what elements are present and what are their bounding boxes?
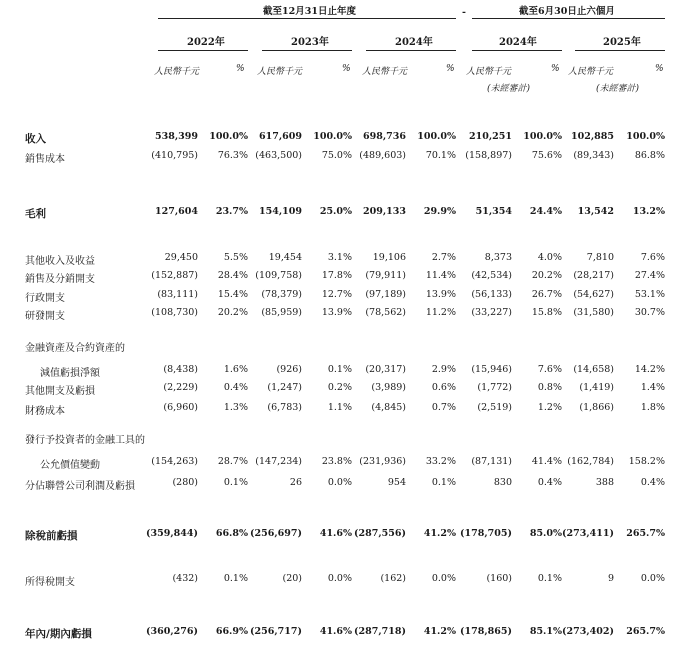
cell-cost-of-sales-2023-pct: 75.0%: [321, 150, 352, 161]
cell-selling-distribution-2025h1-pct: 27.4%: [634, 270, 665, 281]
cell-rnd-2022-pct: 20.2%: [217, 307, 248, 318]
cell-loss-before-tax-2024-amount: (287,556): [354, 528, 406, 539]
year-label-2024: 2024年: [395, 37, 433, 48]
cell-selling-distribution-2023-amount: (109,758): [255, 270, 302, 281]
row-label-fair-value-header: 發行予投資者的金融工具的: [25, 435, 145, 446]
row-label-impairment-header: 金融資產及合約資產的: [25, 343, 125, 354]
row-label-loss-before-tax: 除稅前虧損: [25, 530, 78, 542]
unit-rmb-2024: 人民幣千元: [362, 67, 408, 77]
cell-rnd-2022-amount: (108,730): [151, 307, 198, 318]
cell-loss-for-period-2024h1-amount: (178,865): [460, 626, 512, 637]
cell-share-of-associates-2025h1-pct: 0.4%: [640, 477, 665, 488]
cell-cost-of-sales-2022-pct: 76.3%: [217, 150, 248, 161]
cell-income-tax-2025h1-pct: 0.0%: [640, 573, 665, 584]
cell-administrative-2024h1-pct: 26.7%: [531, 289, 562, 300]
unit-pct-2024: %: [446, 64, 455, 74]
cell-cost-of-sales-2022-amount: (410,795): [151, 150, 198, 161]
group-title-six-months: 截至6月30日止六個月: [519, 6, 615, 17]
cell-other-expenses-2024h1-pct: 0.8%: [537, 382, 562, 393]
cell-fair-value-change-2025h1-pct: 158.2%: [628, 456, 665, 467]
cell-gross-profit-2024-pct: 29.9%: [423, 206, 456, 217]
cell-loss-for-period-2024h1-pct: 85.1%: [529, 626, 562, 637]
cell-cost-of-sales-2023-amount: (463,500): [255, 150, 302, 161]
cell-impairment-net-2022-amount: (8,438): [163, 364, 198, 375]
cell-impairment-net-2023-amount: (926): [276, 364, 302, 375]
cell-income-tax-2023-amount: (20): [282, 573, 302, 584]
cell-selling-distribution-2024h1-amount: (42,534): [471, 270, 512, 281]
cell-finance-costs-2025h1-pct: 1.8%: [640, 402, 665, 413]
header-dash: -: [462, 7, 466, 18]
cell-other-expenses-2024-pct: 0.6%: [431, 382, 456, 393]
cell-finance-costs-2022-pct: 1.3%: [223, 402, 248, 413]
cell-fair-value-change-2022-amount: (154,263): [151, 456, 198, 467]
cell-share-of-associates-2024h1-pct: 0.4%: [537, 477, 562, 488]
cell-loss-for-period-2024-amount: (287,718): [354, 626, 406, 637]
cell-other-income-2024h1-pct: 4.0%: [537, 252, 562, 263]
cell-other-expenses-2024-amount: (3,989): [371, 382, 406, 393]
unit-pct-2022: %: [236, 64, 245, 74]
cell-loss-for-period-2025h1-pct: 265.7%: [626, 626, 665, 637]
cell-revenue-2023-amount: 617,609: [259, 131, 302, 142]
cell-share-of-associates-2024h1-amount: 830: [493, 477, 512, 488]
row-label-gross-profit: 毛利: [25, 208, 46, 220]
cell-selling-distribution-2022-pct: 28.4%: [217, 270, 248, 281]
cell-rnd-2025h1-amount: (31,580): [573, 307, 614, 318]
row-label-rnd: 研發開支: [25, 311, 65, 322]
cell-income-tax-2024-pct: 0.0%: [431, 573, 456, 584]
cell-share-of-associates-2024-amount: 954: [387, 477, 406, 488]
cell-finance-costs-2023-amount: (6,783): [267, 402, 302, 413]
cell-gross-profit-2024h1-amount: 51,354: [475, 206, 512, 217]
cell-loss-before-tax-2024h1-amount: (178,705): [460, 528, 512, 539]
cell-rnd-2024h1-amount: (33,227): [471, 307, 512, 318]
row-label-administrative: 行政開支: [25, 293, 65, 304]
year-rule-2024-h1: [472, 50, 562, 51]
cell-fair-value-change-2024-pct: 33.2%: [425, 456, 456, 467]
cell-cost-of-sales-2024-pct: 70.1%: [425, 150, 456, 161]
cell-other-income-2024-amount: 19,106: [372, 252, 406, 263]
year-label-2022: 2022年: [187, 37, 225, 48]
group-rule-six-months: [472, 18, 665, 19]
unit-rmb-2025-h1: 人民幣千元: [568, 67, 614, 77]
cell-other-expenses-2023-amount: (1,247): [267, 382, 302, 393]
cell-income-tax-2024-amount: (162): [380, 573, 406, 584]
cell-fair-value-change-2024h1-amount: (87,131): [471, 456, 512, 467]
cell-other-income-2022-pct: 5.5%: [223, 252, 248, 263]
cell-administrative-2025h1-amount: (54,627): [573, 289, 614, 300]
cell-rnd-2023-amount: (85,959): [261, 307, 302, 318]
cell-other-income-2024h1-amount: 8,373: [484, 252, 512, 263]
cell-cost-of-sales-2024h1-amount: (158,897): [465, 150, 512, 161]
cell-rnd-2024-pct: 11.2%: [425, 307, 456, 318]
cell-administrative-2023-amount: (78,379): [261, 289, 302, 300]
cell-finance-costs-2022-amount: (6,960): [163, 402, 198, 413]
cell-rnd-2025h1-pct: 30.7%: [634, 307, 665, 318]
row-label-share-of-associates: 分佔聯營公司利潤及虧損: [25, 481, 135, 492]
row-label-selling-distribution: 銷售及分銷開支: [25, 274, 95, 285]
cell-share-of-associates-2023-amount: 26: [289, 477, 302, 488]
row-label-revenue: 收入: [25, 133, 46, 145]
cell-finance-costs-2024h1-pct: 1.2%: [537, 402, 562, 413]
cell-administrative-2024h1-amount: (56,133): [471, 289, 512, 300]
cell-rnd-2023-pct: 13.9%: [321, 307, 352, 318]
cell-loss-before-tax-2025h1-amount: (273,411): [562, 528, 614, 539]
cell-cost-of-sales-2024h1-pct: 75.6%: [531, 150, 562, 161]
cell-other-expenses-2022-amount: (2,229): [163, 382, 198, 393]
cell-income-tax-2025h1-amount: 9: [607, 573, 614, 584]
group-title-year-end: 截至12月31日止年度: [263, 6, 356, 17]
cell-loss-for-period-2023-amount: (256,717): [250, 626, 302, 637]
unaudited-note-2024-h1: (未經審計): [487, 84, 531, 94]
cell-loss-before-tax-2023-pct: 41.6%: [319, 528, 352, 539]
cell-administrative-2022-amount: (83,111): [157, 289, 198, 300]
cell-loss-for-period-2023-pct: 41.6%: [319, 626, 352, 637]
cell-other-income-2025h1-amount: 7,810: [586, 252, 614, 263]
cell-loss-before-tax-2024h1-pct: 85.0%: [529, 528, 562, 539]
cell-other-income-2023-amount: 19,454: [268, 252, 302, 263]
cell-loss-before-tax-2024-pct: 41.2%: [423, 528, 456, 539]
cell-administrative-2024-amount: (97,189): [365, 289, 406, 300]
cell-finance-costs-2023-pct: 1.1%: [327, 402, 352, 413]
cell-gross-profit-2024h1-pct: 24.4%: [529, 206, 562, 217]
cell-share-of-associates-2025h1-amount: 388: [595, 477, 614, 488]
year-rule-2023: [262, 50, 352, 51]
unit-rmb-2022: 人民幣千元: [154, 67, 200, 77]
unit-pct-2024-h1: %: [551, 64, 560, 74]
cell-other-income-2023-pct: 3.1%: [327, 252, 352, 263]
cell-fair-value-change-2024h1-pct: 41.4%: [531, 456, 562, 467]
unit-rmb-2023: 人民幣千元: [257, 67, 303, 77]
row-label-cost-of-sales: 銷售成本: [25, 154, 65, 165]
cell-fair-value-change-2023-amount: (147,234): [255, 456, 302, 467]
cell-loss-for-period-2024-pct: 41.2%: [423, 626, 456, 637]
cell-loss-for-period-2022-amount: (360,276): [146, 626, 198, 637]
year-rule-2024: [366, 50, 456, 51]
cell-loss-for-period-2022-pct: 66.9%: [215, 626, 248, 637]
cell-revenue-2025h1-amount: 102,885: [571, 131, 614, 142]
cell-gross-profit-2023-pct: 25.0%: [319, 206, 352, 217]
row-label-fair-value-change: 公允價值變動: [40, 460, 100, 471]
cell-selling-distribution-2023-pct: 17.8%: [321, 270, 352, 281]
cell-fair-value-change-2025h1-amount: (162,784): [567, 456, 614, 467]
row-label-finance-costs: 財務成本: [25, 406, 65, 417]
cell-fair-value-change-2023-pct: 23.8%: [321, 456, 352, 467]
cell-income-tax-2023-pct: 0.0%: [327, 573, 352, 584]
year-label-2023: 2023年: [291, 37, 329, 48]
cell-finance-costs-2024h1-amount: (2,519): [477, 402, 512, 413]
year-rule-2022: [158, 50, 248, 51]
cell-share-of-associates-2023-pct: 0.0%: [327, 477, 352, 488]
cell-gross-profit-2024-amount: 209,133: [363, 206, 406, 217]
cell-share-of-associates-2022-amount: (280): [172, 477, 198, 488]
cell-administrative-2025h1-pct: 53.1%: [634, 289, 665, 300]
cell-gross-profit-2022-pct: 23.7%: [215, 206, 248, 217]
cell-selling-distribution-2024-amount: (79,911): [365, 270, 406, 281]
cell-selling-distribution-2022-amount: (152,887): [151, 270, 198, 281]
cell-revenue-2024-amount: 698,736: [363, 131, 406, 142]
cell-selling-distribution-2025h1-amount: (28,217): [573, 270, 614, 281]
cell-gross-profit-2025h1-amount: 13,542: [577, 206, 614, 217]
unit-rmb-2024-h1: 人民幣千元: [466, 67, 512, 77]
cell-finance-costs-2024-pct: 0.7%: [431, 402, 456, 413]
cell-loss-before-tax-2023-amount: (256,697): [250, 528, 302, 539]
cell-loss-before-tax-2025h1-pct: 265.7%: [626, 528, 665, 539]
cell-income-tax-2022-pct: 0.1%: [223, 573, 248, 584]
cell-gross-profit-2022-amount: 127,604: [155, 206, 198, 217]
cell-loss-before-tax-2022-amount: (359,844): [146, 528, 198, 539]
cell-rnd-2024h1-pct: 15.8%: [531, 307, 562, 318]
cell-impairment-net-2024h1-amount: (15,946): [471, 364, 512, 375]
year-rule-2025-h1: [575, 50, 665, 51]
group-rule-year-end: [158, 18, 456, 19]
row-label-loss-for-period: 年內/期內虧損: [25, 628, 92, 640]
cell-revenue-2024-pct: 100.0%: [417, 131, 456, 142]
cell-revenue-2025h1-pct: 100.0%: [626, 131, 665, 142]
cell-impairment-net-2024h1-pct: 7.6%: [537, 364, 562, 375]
cell-other-income-2025h1-pct: 7.6%: [640, 252, 665, 263]
cell-income-tax-2022-amount: (432): [172, 573, 198, 584]
cell-other-expenses-2025h1-amount: (1,419): [579, 382, 614, 393]
cell-impairment-net-2025h1-pct: 14.2%: [634, 364, 665, 375]
unaudited-note-2025-h1: (未經審計): [596, 84, 640, 94]
cell-revenue-2023-pct: 100.0%: [313, 131, 352, 142]
cell-other-income-2024-pct: 2.7%: [431, 252, 456, 263]
cell-impairment-net-2024-pct: 2.9%: [431, 364, 456, 375]
cell-selling-distribution-2024-pct: 11.4%: [425, 270, 456, 281]
cell-income-tax-2024h1-amount: (160): [486, 573, 512, 584]
cell-revenue-2022-pct: 100.0%: [209, 131, 248, 142]
row-label-impairment-net: 減值虧損淨額: [40, 368, 100, 379]
cell-administrative-2022-pct: 15.4%: [217, 289, 248, 300]
cell-other-expenses-2024h1-amount: (1,772): [477, 382, 512, 393]
cell-impairment-net-2024-amount: (20,317): [365, 364, 406, 375]
cell-rnd-2024-amount: (78,562): [365, 307, 406, 318]
cell-cost-of-sales-2025h1-pct: 86.8%: [634, 150, 665, 161]
cell-gross-profit-2023-amount: 154,109: [259, 206, 302, 217]
cell-impairment-net-2022-pct: 1.6%: [223, 364, 248, 375]
row-label-income-tax: 所得稅開支: [25, 577, 75, 588]
cell-impairment-net-2025h1-amount: (14,658): [573, 364, 614, 375]
cell-revenue-2022-amount: 538,399: [155, 131, 198, 142]
unit-pct-2023: %: [342, 64, 351, 74]
year-label-2024-h1: 2024年: [499, 37, 537, 48]
cell-administrative-2024-pct: 13.9%: [425, 289, 456, 300]
cell-cost-of-sales-2025h1-amount: (89,343): [573, 150, 614, 161]
row-label-other-expenses: 其他開支及虧損: [25, 386, 95, 397]
cell-fair-value-change-2022-pct: 28.7%: [217, 456, 248, 467]
cell-impairment-net-2023-pct: 0.1%: [327, 364, 352, 375]
cell-finance-costs-2024-amount: (4,845): [371, 402, 406, 413]
cell-loss-before-tax-2022-pct: 66.8%: [215, 528, 248, 539]
cell-share-of-associates-2022-pct: 0.1%: [223, 477, 248, 488]
year-label-2025-h1: 2025年: [603, 37, 641, 48]
cell-fair-value-change-2024-amount: (231,936): [359, 456, 406, 467]
cell-administrative-2023-pct: 12.7%: [321, 289, 352, 300]
cell-gross-profit-2025h1-pct: 13.2%: [632, 206, 665, 217]
cell-revenue-2024h1-pct: 100.0%: [523, 131, 562, 142]
cell-income-tax-2024h1-pct: 0.1%: [537, 573, 562, 584]
unit-pct-2025-h1: %: [655, 64, 664, 74]
cell-loss-for-period-2025h1-amount: (273,402): [562, 626, 614, 637]
cell-selling-distribution-2024h1-pct: 20.2%: [531, 270, 562, 281]
row-label-other-income: 其他收入及收益: [25, 256, 95, 267]
cell-finance-costs-2025h1-amount: (1,866): [579, 402, 614, 413]
cell-cost-of-sales-2024-amount: (489,603): [359, 150, 406, 161]
cell-other-expenses-2025h1-pct: 1.4%: [640, 382, 665, 393]
cell-share-of-associates-2024-pct: 0.1%: [431, 477, 456, 488]
cell-revenue-2024h1-amount: 210,251: [469, 131, 512, 142]
cell-other-expenses-2023-pct: 0.2%: [327, 382, 352, 393]
cell-other-income-2022-amount: 29,450: [164, 252, 198, 263]
cell-other-expenses-2022-pct: 0.4%: [223, 382, 248, 393]
